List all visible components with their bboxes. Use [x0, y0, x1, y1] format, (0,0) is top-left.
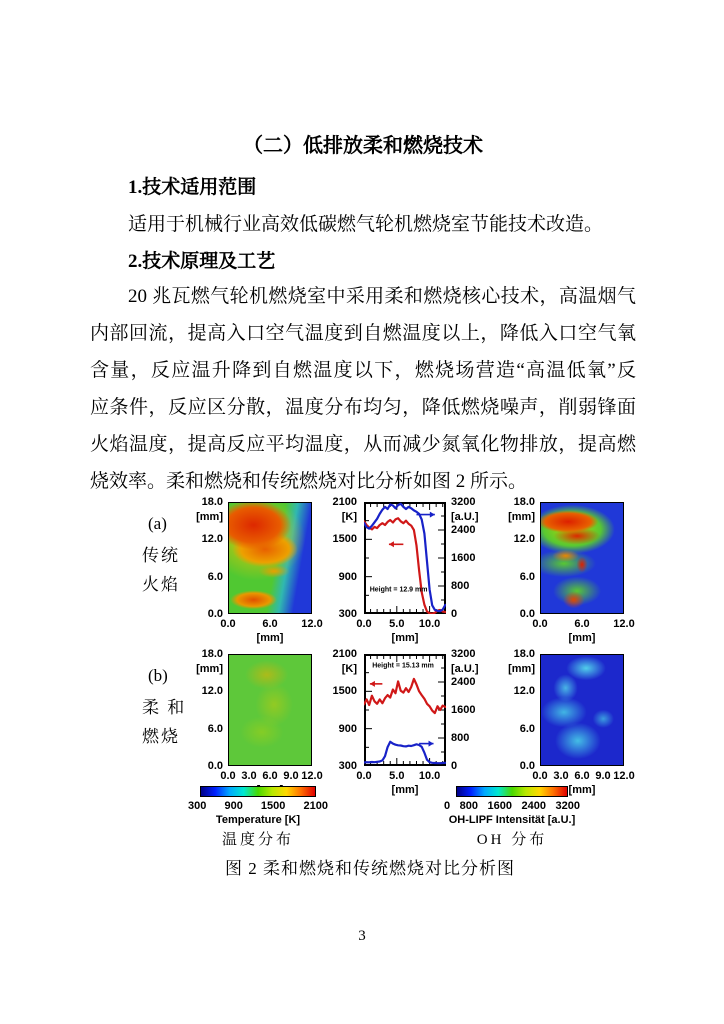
tick-label: 10.0: [418, 618, 441, 630]
tick-label: 1600: [487, 800, 512, 812]
tick-label: 12.0: [513, 533, 535, 546]
tick-label: 12.0: [201, 533, 223, 546]
heatmap-mild-oh-image: [540, 654, 624, 766]
x-axis-unit: [mm]: [568, 632, 596, 644]
tick-label: 0: [451, 760, 458, 772]
right-axis-ticks: [448, 648, 490, 772]
paragraph-line: 20 兆瓦燃气轮机燃烧室中采用柔和燃烧核心技术，高温烟气: [128, 286, 636, 307]
line-chart-mild: [364, 654, 446, 766]
tick-label: 12.0: [613, 770, 635, 782]
row-tag: (a): [148, 514, 167, 533]
y-axis-ticks: [504, 496, 538, 620]
row-name: 柔 和: [142, 698, 187, 717]
section2-paragraph: [90, 278, 636, 500]
tick-label: 0.0: [220, 770, 236, 782]
tick-label: 6.0: [262, 618, 278, 630]
row-tag: (b): [148, 666, 168, 685]
right-axis-ticks: [448, 496, 490, 620]
heatmap-mild-temp-subplot: [192, 646, 323, 796]
tick-label: 6.0: [519, 722, 535, 735]
tick-label: 2100: [332, 496, 357, 508]
section2-heading: 2.技术原理及工艺: [128, 251, 276, 272]
tick-label: 12.0: [201, 685, 223, 698]
y-axis-ticks: [192, 496, 226, 620]
tick-label: 18.0: [201, 496, 223, 508]
heatmap-trad-oh-image: [540, 502, 624, 614]
line-chart-trad-subplot: [326, 494, 490, 644]
page-content: [0, 132, 724, 880]
heatmap-mild-temp-image: [228, 654, 312, 766]
oh-colorbar: [444, 786, 580, 849]
tick-label: [a.U.]: [451, 662, 479, 675]
tick-label: 0.0: [532, 618, 548, 630]
tick-label: 6.0: [207, 722, 223, 735]
tick-label: 3200: [451, 648, 476, 660]
tick-label: 2100: [332, 648, 357, 660]
tick-label: 6.0: [207, 570, 223, 583]
tick-label: 12.0: [301, 618, 323, 630]
x-axis-unit: [mm]: [568, 784, 596, 796]
paragraph-line: 火焰温度，提高反应平均温度，从而减少氮氧化物排放，提高燃: [90, 434, 636, 455]
oh-colorbar-gradient: [456, 786, 568, 797]
tick-label: 800: [451, 732, 470, 744]
y-axis-ticks: [504, 648, 538, 772]
section1-heading: 1.技术适用范围: [128, 177, 257, 198]
tick-label: 900: [224, 800, 243, 812]
tick-label: 3200: [451, 496, 476, 508]
page-number: 3: [358, 928, 366, 944]
row-name: 传统: [142, 546, 180, 565]
figure-caption: 图 2 柔和燃烧和传统燃烧对比分析图: [225, 859, 515, 878]
tick-label: 2100: [303, 800, 328, 812]
height-label: Height = 12.9 mm: [369, 586, 428, 594]
tick-label: 0.0: [207, 608, 223, 620]
tick-label: 900: [338, 570, 357, 583]
tick-label: 300: [188, 800, 207, 812]
temperature-colorbar-ticks: [188, 800, 328, 812]
tick-label: 18.0: [201, 648, 223, 660]
tick-label: 0.0: [220, 618, 236, 630]
tick-label: 300: [338, 608, 357, 620]
tick-label: 6.0: [519, 570, 535, 583]
tick-label: 0: [451, 608, 458, 620]
x-axis-ticks: [356, 770, 446, 782]
tick-label: 10.0: [418, 770, 441, 782]
left-axis-ticks: [326, 496, 360, 620]
tick-label: 3.0: [553, 770, 569, 782]
tick-label: 0.0: [356, 618, 372, 630]
temperature-colorbar: [188, 786, 328, 849]
tick-label: 12.0: [613, 618, 635, 630]
tick-label: [K]: [341, 662, 357, 675]
oh-colorbar-caption: OH 分布: [476, 832, 548, 848]
tick-label: 3.0: [241, 770, 257, 782]
tick-label: 9.0: [283, 770, 299, 782]
x-axis-ticks: [356, 618, 446, 630]
tick-label: 18.0: [513, 496, 535, 508]
x-axis-ticks: [532, 770, 635, 782]
tick-label: 3200: [555, 800, 580, 812]
tick-label: 9.0: [595, 770, 611, 782]
tick-label: 1500: [332, 533, 357, 546]
tick-label: [mm]: [196, 662, 223, 675]
tick-label: 0: [444, 800, 451, 812]
tick-label: 6.0: [574, 618, 590, 630]
temperature-colorbar-label: Temperature [K]: [215, 814, 301, 826]
tick-label: 0.0: [207, 760, 223, 772]
oh-colorbar-ticks: [444, 800, 580, 812]
tick-label: [mm]: [196, 510, 223, 523]
left-axis-ticks: [326, 648, 360, 772]
height-label: Height = 15.13 mm: [372, 662, 434, 670]
tick-label: 5.0: [389, 618, 405, 630]
tick-label: [K]: [341, 510, 357, 523]
tick-label: [mm]: [508, 510, 535, 523]
tick-label: 2400: [451, 524, 476, 536]
x-axis-ticks: [220, 618, 323, 630]
heatmap-trad-temp-image: [228, 502, 312, 614]
x-axis-ticks: [532, 618, 635, 630]
tick-label: 6.0: [262, 770, 278, 782]
tick-label: 5.0: [389, 770, 405, 782]
tick-label: 12.0: [513, 685, 535, 698]
heatmap-mild-oh-subplot: [504, 646, 635, 796]
row-name: 火焰: [142, 575, 180, 594]
tick-label: 18.0: [513, 648, 535, 660]
paragraph-line: 烧效率。柔和燃烧和传统燃烧对比分析如图 2 所示。: [90, 471, 528, 492]
tick-label: 1500: [260, 800, 286, 812]
x-axis-unit: [mm]: [391, 784, 419, 796]
oh-colorbar-label: OH-LIPF Intensität [a.U.]: [448, 814, 576, 826]
tick-label: 2400: [521, 800, 546, 812]
x-axis-unit: [mm]: [256, 632, 284, 644]
heatmap-trad-temp-subplot: [192, 494, 323, 644]
tick-label: 1600: [451, 704, 476, 716]
paragraph-line: 应条件，反应区分散，温度分布均匀，降低燃烧噪声，削弱锋面: [90, 397, 636, 418]
paragraph-line: 含量，反应温升降到自燃温度以下，燃烧场营造“高温低氧”反: [90, 360, 636, 381]
row-name: 燃烧: [142, 727, 180, 746]
tick-label: [a.U.]: [451, 510, 479, 523]
tick-label: 0.0: [519, 608, 535, 620]
tick-label: 1500: [332, 685, 357, 698]
tick-label: [mm]: [508, 662, 535, 675]
row-label-a: [140, 514, 192, 595]
tick-label: 0.0: [532, 770, 548, 782]
paragraph-line: 内部回流，提高入口空气温度到自燃温度以上，降低入口空气氧: [90, 323, 636, 344]
tick-label: 12.0: [301, 770, 323, 782]
row-label-b: [140, 666, 192, 747]
temperature-colorbar-caption: 温度分布: [221, 832, 294, 848]
y-axis-ticks: [192, 648, 226, 772]
line-chart-mild-subplot: [326, 646, 490, 796]
tick-label: 300: [338, 760, 357, 772]
tick-label: 2400: [451, 676, 476, 688]
x-axis-ticks: [220, 770, 323, 782]
line-chart-trad: [364, 502, 446, 614]
tick-label: 800: [451, 580, 470, 592]
tick-label: 0.0: [519, 760, 535, 772]
tick-label: 800: [459, 800, 478, 812]
page-title: （二）低排放柔和燃烧技术: [243, 135, 483, 157]
tick-label: 900: [338, 722, 357, 735]
tick-label: 6.0: [574, 770, 590, 782]
section1-body: 适用于机械行业高效低碳燃气轮机燃烧室节能技术改造。: [128, 214, 604, 235]
x-axis-unit: [mm]: [391, 632, 419, 644]
figure-2: [140, 494, 635, 852]
tick-label: 0.0: [356, 770, 372, 782]
temperature-colorbar-gradient: [200, 786, 316, 797]
heatmap-trad-oh-subplot: [504, 494, 635, 644]
tick-label: 1600: [451, 552, 476, 564]
